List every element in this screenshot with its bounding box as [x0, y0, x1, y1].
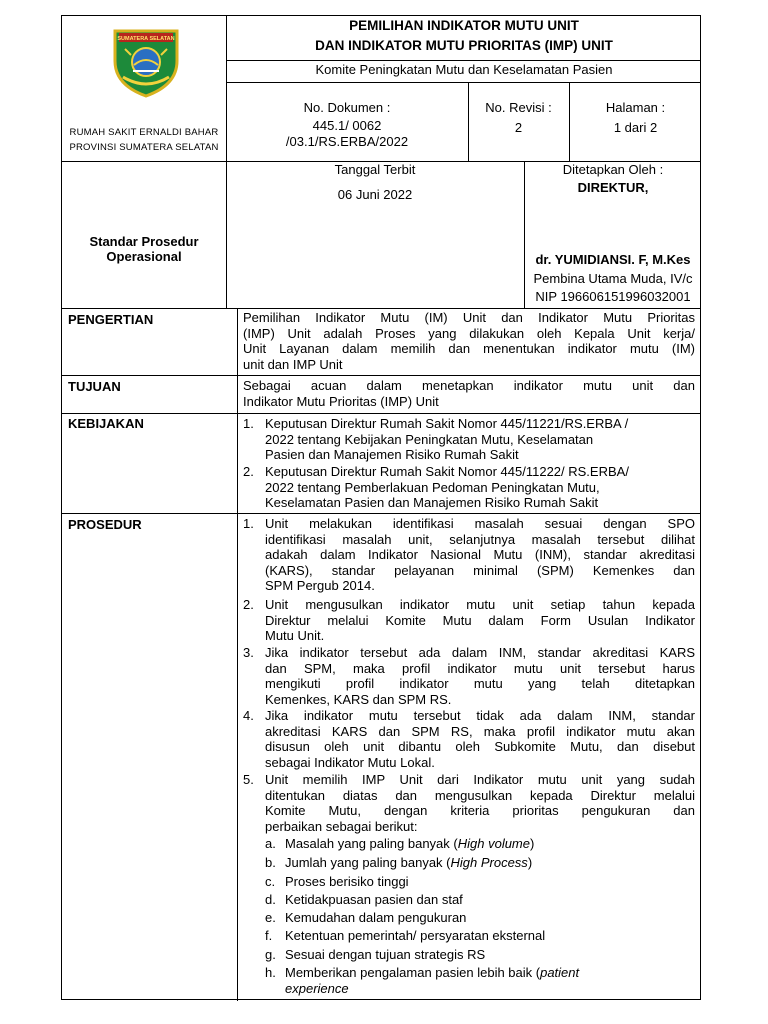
divider — [237, 308, 238, 1001]
page-label: Halaman : — [605, 100, 666, 115]
item-line: Jika indikator mutu tersebut tidak ada dalam INM, standar — [265, 708, 695, 723]
section-label-tujuan: TUJUAN — [68, 379, 121, 394]
revision-value: 2 — [514, 120, 523, 135]
criteria-letter: a. — [265, 836, 276, 851]
director-name: dr. YUMIDIANSI. F, M.Kes — [535, 252, 691, 267]
divider — [226, 60, 700, 61]
committee-name: Komite Peningkatan Mutu dan Keselamatan Pasien — [315, 62, 613, 77]
divider — [62, 375, 700, 376]
criteria-letter: h. — [265, 965, 276, 980]
item-line: Unit memilih IMP Unit dari Indikator mutu unit yang sudah — [265, 772, 695, 787]
section-label-kebijakan: KEBIJAKAN — [68, 416, 144, 431]
criteria-italic: High volume — [457, 836, 530, 851]
criteria-text: ) — [527, 855, 533, 870]
criteria-text: Kemudahan dalam pengukuran — [285, 910, 467, 925]
criteria-italic: High Process — [450, 855, 528, 870]
criteria-text: Masalah yang paling banyak ( — [285, 836, 458, 851]
item-line: (KARS), standar pelayanan minimal (SPM) Kemenkes dan — [265, 562, 695, 578]
criteria-text: Ketentuan pemerintah/ persyaratan eksternal — [285, 928, 546, 943]
criteria-letter: f. — [265, 928, 273, 943]
hospital-logo — [109, 25, 183, 99]
item-number: 4. — [243, 708, 254, 723]
issue-date-label: Tanggal Terbit — [334, 162, 416, 177]
divider — [62, 513, 700, 514]
set-by-label: Ditetapkan Oleh : — [562, 162, 664, 177]
criteria-italic: experience — [285, 980, 349, 996]
item-line: Jika indikator tersebut ada dalam INM, standar akreditasi KARS — [265, 645, 695, 660]
issue-date: 06 Juni 2022 — [337, 187, 413, 202]
hospital-name: RUMAH SAKIT ERNALDI BAHAR — [69, 127, 219, 138]
item-line: perbaikan sebagai berikut: — [265, 818, 418, 834]
set-by-role: DIREKTUR, — [577, 180, 649, 195]
criteria-letter: b. — [265, 855, 276, 870]
sop-document — [61, 15, 701, 1000]
criteria-letter: c. — [265, 874, 276, 889]
doc-number-label: No. Dokumen : — [303, 100, 391, 115]
item-line: 2022 tentang Pemberlakuan Pedoman Peningkatan Mutu, — [265, 479, 600, 495]
item-line: Pasien dan Manajemen Risiko Rumah Sakit — [265, 447, 519, 462]
criteria-letter: e. — [265, 910, 276, 925]
item-number: 2. — [243, 597, 254, 612]
criteria-text: ) — [530, 836, 535, 851]
director-rank: Pembina Utama Muda, IV/c — [533, 271, 693, 286]
pengertian-line: (IMP) Unit adalah Proses yang dilakukan oleh Kepala Unit kerja/ — [243, 325, 695, 341]
item-line: Keputusan Direktur Rumah Sakit Nomor 445/11222/ RS.ERBA/ — [265, 464, 629, 479]
pengertian-line: unit dan IMP Unit — [243, 356, 343, 372]
spo-label-line2: Operasional — [106, 249, 182, 264]
tujuan-line: Sebagai acuan dalam menetapkan indikator mutu unit dan — [243, 378, 695, 393]
spo-label-line1: Standar Prosedur — [89, 234, 199, 249]
criteria-letter: g. — [265, 947, 276, 962]
section-label-prosedur: PROSEDUR — [68, 517, 142, 532]
item-line: Mutu Unit. — [265, 628, 325, 643]
tujuan-line: Indikator Mutu Prioritas (IMP) Unit — [243, 393, 439, 409]
criteria-text: Sesuai dengan tujuan strategis RS — [285, 947, 486, 962]
item-line: Komite Mutu, dengan kriteria prioritas pengukuran dan — [265, 803, 695, 818]
item-line: ditentukan diatas dan mengusulkan kepada Direktur melalui — [265, 787, 695, 803]
item-line: dan SPM, maka profil indikator mutu unit tersebut harus — [265, 660, 695, 676]
item-line: Kemenkes, KARS dan SPM RS. — [265, 691, 452, 707]
divider — [62, 308, 700, 309]
criteria-text: Jumlah yang paling banyak ( — [285, 855, 451, 870]
pengertian-text — [243, 310, 695, 372]
item-line: adakah dalam Indikator Nasional Mutu (INM), standar akreditasi — [265, 547, 695, 562]
doc-title-line2: DAN INDIKATOR MUTU PRIORITAS (IMP) UNIT — [315, 38, 613, 53]
item-number: 2. — [243, 464, 254, 479]
doc-number-line1: 445.1/ 0062 — [312, 118, 382, 133]
page-value: 1 dari 2 — [613, 120, 658, 135]
director-nip: NIP 196606151996032001 — [535, 289, 691, 304]
divider — [226, 82, 700, 83]
section-label-pengertian: PENGERTIAN — [68, 312, 154, 327]
item-line: Unit mengusulkan indikator mutu unit setiap tahun kepada — [265, 597, 695, 612]
item-number: 5. — [243, 772, 254, 787]
divider — [62, 413, 700, 414]
item-line: Direktur melalui Komite Mutu dalam Form Usulan Indikator — [265, 612, 695, 628]
criteria-letter: d. — [265, 892, 276, 907]
item-number: 3. — [243, 645, 254, 660]
item-line: disusun oleh unit dibantu oleh Subkomite Mutu, dan disebut — [265, 739, 695, 754]
item-line: sebagai Indikator Mutu Lokal. — [265, 754, 435, 770]
criteria-italic: patient — [540, 965, 580, 980]
revision-label: No. Revisi : — [485, 100, 552, 115]
tujuan-text — [243, 378, 695, 409]
item-line: akreditasi KARS dan SPM RS, maka profil indikator mutu akan — [265, 723, 695, 739]
item-line: Keselamatan Pasien dan Manajemen Risiko Rumah Sakit — [265, 495, 599, 510]
logo-text: SUMATERA SELATAN — [117, 36, 175, 42]
doc-title-line1: PEMILIHAN INDIKATOR MUTU UNIT — [349, 18, 579, 33]
item-line: SPM Pergub 2014. — [265, 578, 375, 593]
item-line: Keputusan Direktur Rumah Sakit Nomor 445/11221/RS.ERBA / — [265, 416, 629, 431]
criteria-text: Proses berisiko tinggi — [285, 874, 409, 889]
item-line: mengikuti profil indikator mutu yang telah ditetapkan — [265, 676, 695, 691]
doc-number-line2: /03.1/RS.ERBA/2022 — [285, 134, 409, 149]
item-number: 1. — [243, 516, 254, 531]
item-line: 2022 tentang Kebijakan Peningkatan Mutu, Keselamatan — [265, 431, 594, 447]
pengertian-line: Unit Layanan dalam memilih dan menentukan indikator mutu (IM) — [243, 341, 695, 356]
item-line: Unit melakukan identifikasi masalah sesuai dengan SPO — [265, 516, 695, 531]
item-line: identifikasi masalah unit, selanjutnya masalah tersebut dilihat — [265, 531, 695, 547]
criteria-text: Ketidakpuasan pasien dan staf — [285, 892, 463, 907]
item-number: 1. — [243, 416, 254, 431]
criteria-text: Memberikan pengalaman pasien lebih baik ( — [285, 965, 541, 980]
pengertian-line: Pemilihan Indikator Mutu (IM) Unit dan Indikator Mutu Prioritas — [243, 310, 695, 325]
hospital-province: PROVINSI SUMATERA SELATAN — [69, 142, 219, 153]
